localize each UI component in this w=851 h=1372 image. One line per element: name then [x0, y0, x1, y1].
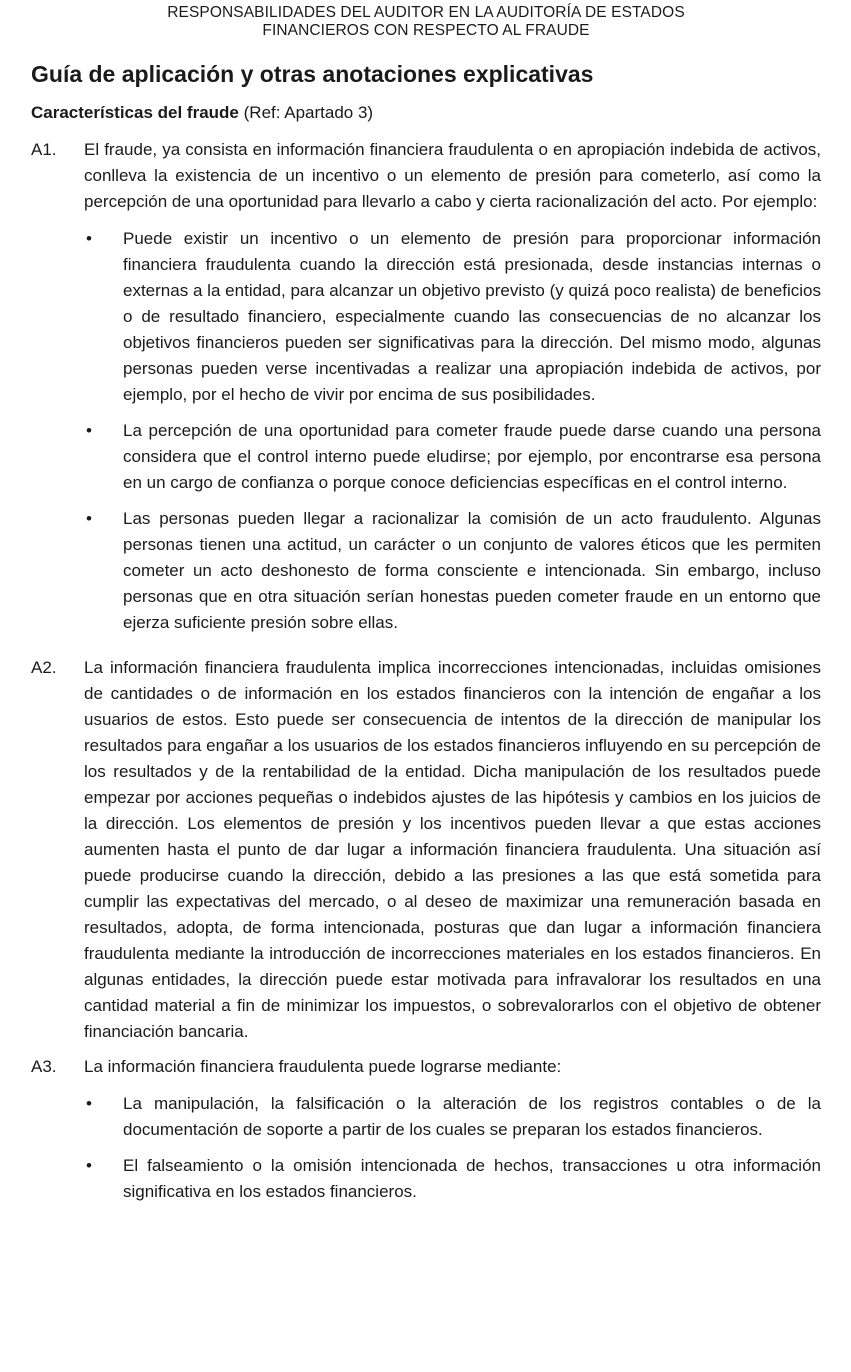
- bullet-icon: •: [86, 1094, 92, 1113]
- list-item: [84, 418, 821, 496]
- bullet-icon: •: [86, 509, 92, 528]
- paragraph-body: [84, 655, 821, 1045]
- paragraph-a1: [31, 137, 821, 646]
- bullet-list: [84, 1091, 821, 1205]
- paragraph-number: A1.: [31, 140, 57, 159]
- bullet-text: Puede existir un incentivo o un elemento de presión para proporcionar información financiera fraudulenta cuando la dirección está presionada, desde instancias internas o externas a la entidad, para alcanzar un objetivo previsto (y quizá poco realista) de beneficios o de resultado financiero, especialmente cuando las consecuencias de no alcanzar los objetivos financieros pueden ser significativas para la dirección. Del mismo modo, algunas personas pueden verse incentivadas a realizar una apropiación indebida de activos, por ejemplo, por el hecho de vivir por encima de sus posibilidades.: [123, 229, 821, 404]
- paragraph-body: [84, 137, 821, 646]
- subheading: [31, 101, 821, 125]
- bullet-icon: •: [86, 229, 92, 248]
- bullet-text: Las personas pueden llegar a racionalizar la comisión de un acto fraudulento. Algunas personas tienen una actitud, un carácter o un conjunto de valores éticos que les permiten cometer un acto deshonesto de forma consciente e intencionada. Sin embargo, incluso personas que en otra situación serían honestas pueden cometer fraude en un entorno que ejerza suficiente presión sobre ellas.: [123, 509, 821, 632]
- paragraph-a3: [31, 1054, 821, 1215]
- running-header-line-2: FINANCIEROS CON RESPECTO AL FRAUDE: [262, 22, 590, 39]
- paragraph-number: A3.: [31, 1057, 57, 1076]
- list-item: [84, 1091, 821, 1143]
- section-title: Guía de aplicación y otras anotaciones explicativas: [31, 61, 594, 87]
- bullet-text: La percepción de una oportunidad para cometer fraude puede darse cuando una persona considera que el control interno puede eludirse; por ejemplo, por encontrarse esa persona en un cargo de confianza o porque conoce deficiencias específicas en el control interno.: [123, 421, 821, 492]
- paragraph-text: La información financiera fraudulenta puede lograrse mediante:: [84, 1057, 562, 1076]
- paragraph-text: El fraude, ya consista en información financiera fraudulenta o en apropiación indebida de activos, conlleva la existencia de un incentivo o un elemento de presión para cometerlo, así como la percepción de una oportunidad para llevarlo a cabo y cierta racionalización del acto. Por ejemplo:: [84, 140, 821, 211]
- paragraph-number: A2.: [31, 658, 57, 677]
- subheading-title: Características del fraude: [31, 103, 239, 122]
- subheading-reference: (Ref: Apartado 3): [243, 103, 374, 122]
- bullet-text: El falseamiento o la omisión intencionada de hechos, transacciones u otra información significativa en los estados financieros.: [123, 1156, 821, 1201]
- list-item: [84, 226, 821, 408]
- list-item: [84, 506, 821, 636]
- list-item: [84, 1153, 821, 1205]
- running-header: [31, 4, 821, 40]
- bullet-text: La manipulación, la falsificación o la alteración de los registros contables o de la documentación de soporte a partir de los cuales se preparan los estados financieros.: [123, 1094, 821, 1139]
- paragraph-body: [84, 1054, 821, 1215]
- paragraph-a2: [31, 655, 821, 1045]
- bullet-icon: •: [86, 421, 92, 440]
- running-header-line-1: RESPONSABILIDADES DEL AUDITOR EN LA AUDITORÍA DE ESTADOS: [167, 4, 685, 21]
- bullet-list: [84, 226, 821, 636]
- paragraph-text: La información financiera fraudulenta implica incorrecciones intencionadas, incluidas omisiones de cantidades o de información en los estados financieros con la intención de engañar a los usuarios de estos. Esto puede ser consecuencia de intentos de la dirección de manipular los resultados para engañar a los usuarios de los estados financieros influyendo en su percepción de los resultados y de la rentabilidad de la entidad. Dicha manipulación de los resultados puede empezar por acciones pequeñas o indebidos ajustes de las hipótesis y cambios en los juicios de la dirección. Los elementos de presión y los incentivos pueden llevar a que estas acciones aumenten hasta el punto de dar lugar a información financiera fraudulenta. Una situación así puede producirse cuando la dirección, debido a las presiones a las que está sometida para cumplir las expectativas del mercado, o al deseo de maximizar una remuneración basada en resultados, adopta, de forma intencionada, posturas que dan lugar a información financiera fraudulenta mediante la introducción de incorrecciones materiales en los estados financieros. En algunas entidades, la dirección puede estar motivada para infravalorar los resultados en una cantidad material a fin de minimizar los impuestos, o sobrevalorarlos con el objetivo de obtener financiación bancaria.: [84, 658, 821, 1041]
- bullet-icon: •: [86, 1156, 92, 1175]
